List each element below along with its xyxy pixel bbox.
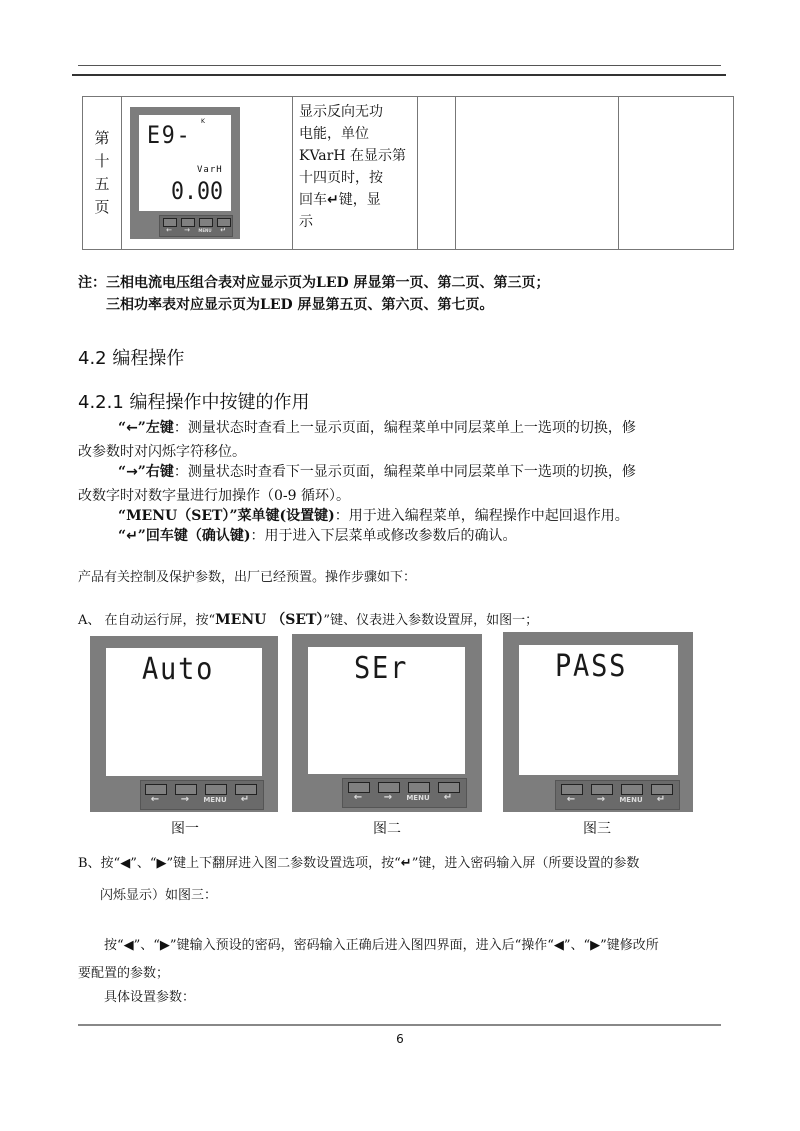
description-text: 键，显 bbox=[338, 192, 381, 208]
key-name: 菜单键(设置键) bbox=[237, 508, 335, 524]
subsection-heading: 4.2.1 编程操作中按键的作用 bbox=[78, 392, 310, 413]
header-rule-thin bbox=[78, 65, 721, 66]
left-arrow-icon: ← bbox=[566, 794, 576, 805]
key-desc-text: 改参数时对闪烁字符移位。 bbox=[78, 444, 246, 460]
figure-2-keypad bbox=[342, 778, 467, 808]
description-text: 回车 bbox=[299, 192, 327, 208]
step-c-text: 具体设置参数： bbox=[104, 990, 196, 1005]
key-desc-enter: “↵”回车键（确认键)：用于进入下层菜单或修改参数后的确认。 bbox=[78, 524, 768, 548]
description-line bbox=[299, 189, 411, 211]
step-c bbox=[78, 934, 728, 1010]
figure-3-meter bbox=[503, 632, 693, 812]
intro-text: 产品有关控制及保护参数，出厂已经预置。操作步骤如下： bbox=[78, 570, 417, 585]
header-rule-thick bbox=[72, 74, 726, 76]
table-row bbox=[83, 97, 734, 250]
lcd-line1: E9- bbox=[147, 121, 192, 149]
lcd-value: 0.00 bbox=[171, 177, 224, 205]
menu-key bbox=[621, 784, 643, 795]
page-label-char: 第 bbox=[94, 129, 110, 147]
right-arrow-icon: → bbox=[596, 794, 606, 805]
key-desc-text: 改数字时对数字量进行加操作（0-9 循环）。 bbox=[78, 488, 350, 504]
step-b bbox=[78, 852, 728, 908]
empty-cell bbox=[619, 97, 734, 250]
step-b-text: B、按“◀”、“▶”键上下翻屏进入图二参数设置选项，按“ bbox=[78, 856, 401, 871]
page-number: 6 bbox=[396, 1032, 404, 1046]
description-line: 电能，单位 bbox=[299, 126, 369, 142]
lcd-text: SEr bbox=[354, 651, 409, 686]
key-name: 回车键（确认键) bbox=[145, 528, 251, 544]
menu-key-label: MENU（SET） bbox=[126, 508, 230, 524]
right-arrow-icon: → bbox=[383, 792, 393, 803]
key-desc-menu: “MENU（SET）”菜单键(设置键)：用于进入编程菜单，编程操作中起回退作用。 bbox=[118, 508, 629, 524]
lcd-text: PASS bbox=[555, 649, 628, 684]
note-line-2: 三相功率表对应显示页为LED 屏显第五页、第六页、第七页。 bbox=[106, 297, 494, 313]
page-label-char: 页 bbox=[94, 198, 110, 216]
enter-arrow-icon: ↵ bbox=[220, 226, 226, 234]
step-c-text: 要配置的参数； bbox=[78, 966, 170, 981]
enter-arrow-icon: ↵ bbox=[400, 856, 412, 871]
figure-2-caption: 图二 bbox=[373, 821, 401, 837]
figure-1-caption: 图一 bbox=[171, 821, 199, 837]
menu-key bbox=[408, 782, 430, 793]
figure-3-keypad bbox=[555, 780, 680, 810]
enter-arrow-icon: ↵ bbox=[240, 794, 250, 805]
description-cell bbox=[293, 97, 418, 250]
meter-illustration bbox=[130, 107, 240, 239]
section-heading: 4.2 编程操作 bbox=[78, 348, 185, 369]
left-arrow-icon: ← bbox=[166, 226, 172, 234]
empty-cell bbox=[418, 97, 456, 250]
step-b-text: 闪烁显示）如图三： bbox=[100, 888, 218, 903]
left-arrow-icon: ← bbox=[353, 792, 363, 803]
description-line: 示 bbox=[299, 214, 313, 230]
empty-cell bbox=[456, 97, 619, 250]
page-label-cell bbox=[83, 97, 122, 250]
figure-1-keypad bbox=[140, 780, 264, 810]
left-arrow-icon: ← bbox=[150, 794, 160, 805]
step-a bbox=[78, 608, 728, 633]
meter-image-cell bbox=[122, 97, 293, 250]
enter-arrow-icon: ↵ bbox=[327, 192, 339, 208]
key-desc-right: “→”右键：测量状态时查看下一显示页面，编程菜单中同层菜单下一选项的切换，修 改数字时对数字量进行加操作（0-9 循环）。 bbox=[78, 460, 728, 508]
left-arrow-icon: ← bbox=[126, 420, 138, 436]
key-desc-left: “←”左键：测量状态时查看上一显示页面，编程菜单中同层菜单上一选项的切换，修 改参数时对闪烁字符移位。 bbox=[78, 416, 728, 464]
key-desc-text: ：用于进入编程菜单，编程操作中起回退作用。 bbox=[334, 508, 629, 524]
note-line-1: 注：三相电流电压组合表对应显示页为LED 屏显第一页、第二页、第三页； bbox=[78, 275, 550, 291]
key-name: 左键 bbox=[145, 420, 174, 436]
menu-key bbox=[199, 218, 213, 227]
display-page-table bbox=[82, 96, 734, 250]
key-desc-text: ：用于进入下层菜单或修改参数后的确认。 bbox=[250, 528, 517, 544]
page-label-char: 十 bbox=[94, 152, 110, 170]
menu-label: MENU bbox=[406, 794, 430, 802]
meter-keypad bbox=[159, 215, 233, 237]
step-c-text: 按“◀”、“▶”键输入预设的密码，密码输入正确后进入图四界面，进入后“操作“◀”、“▶”键修改所 bbox=[104, 938, 659, 953]
figure-3-caption: 图三 bbox=[583, 821, 611, 837]
step-b-text: ”键，进入密码输入屏（所要设置的参数 bbox=[411, 856, 640, 871]
enter-arrow-icon: ↵ bbox=[656, 794, 666, 805]
description-line: 十四页时，按 bbox=[299, 170, 383, 186]
description-line: 显示反向无功 bbox=[299, 104, 383, 120]
footer-rule bbox=[78, 1024, 721, 1026]
enter-arrow-icon: ↵ bbox=[443, 792, 453, 803]
right-arrow-icon: → bbox=[180, 794, 190, 805]
figure-2-meter bbox=[292, 634, 482, 812]
key-desc-text: ：测量状态时查看上一显示页面，编程菜单中同层菜单上一选项的切换，修 bbox=[173, 420, 636, 436]
description-line: KVarH 在显示第 bbox=[299, 148, 406, 164]
key-desc-text: ：测量状态时查看下一显示页面，编程菜单中同层菜单下一选项的切换，修 bbox=[173, 464, 636, 480]
menu-label: MENU bbox=[203, 796, 227, 804]
step-a-text: A、 在自动运行屏，按“ bbox=[78, 613, 216, 628]
lcd-superscript: K bbox=[201, 118, 205, 125]
page-label-char: 五 bbox=[94, 175, 110, 193]
enter-arrow-icon: ↵ bbox=[126, 528, 138, 544]
figure-1-meter bbox=[90, 636, 278, 812]
menu-label: MENU bbox=[198, 228, 212, 233]
menu-key bbox=[205, 784, 227, 795]
menu-set-label: MENU （SET） bbox=[215, 612, 324, 628]
lcd-text: Auto bbox=[142, 652, 215, 687]
right-arrow-icon: → bbox=[126, 464, 138, 480]
step-a-text: ”键、仪表进入参数设置屏，如图一； bbox=[323, 613, 539, 628]
lcd-unit: VarH bbox=[197, 165, 223, 175]
right-arrow-icon: → bbox=[184, 226, 190, 234]
menu-label: MENU bbox=[619, 796, 643, 804]
key-name: 右键 bbox=[145, 464, 174, 480]
